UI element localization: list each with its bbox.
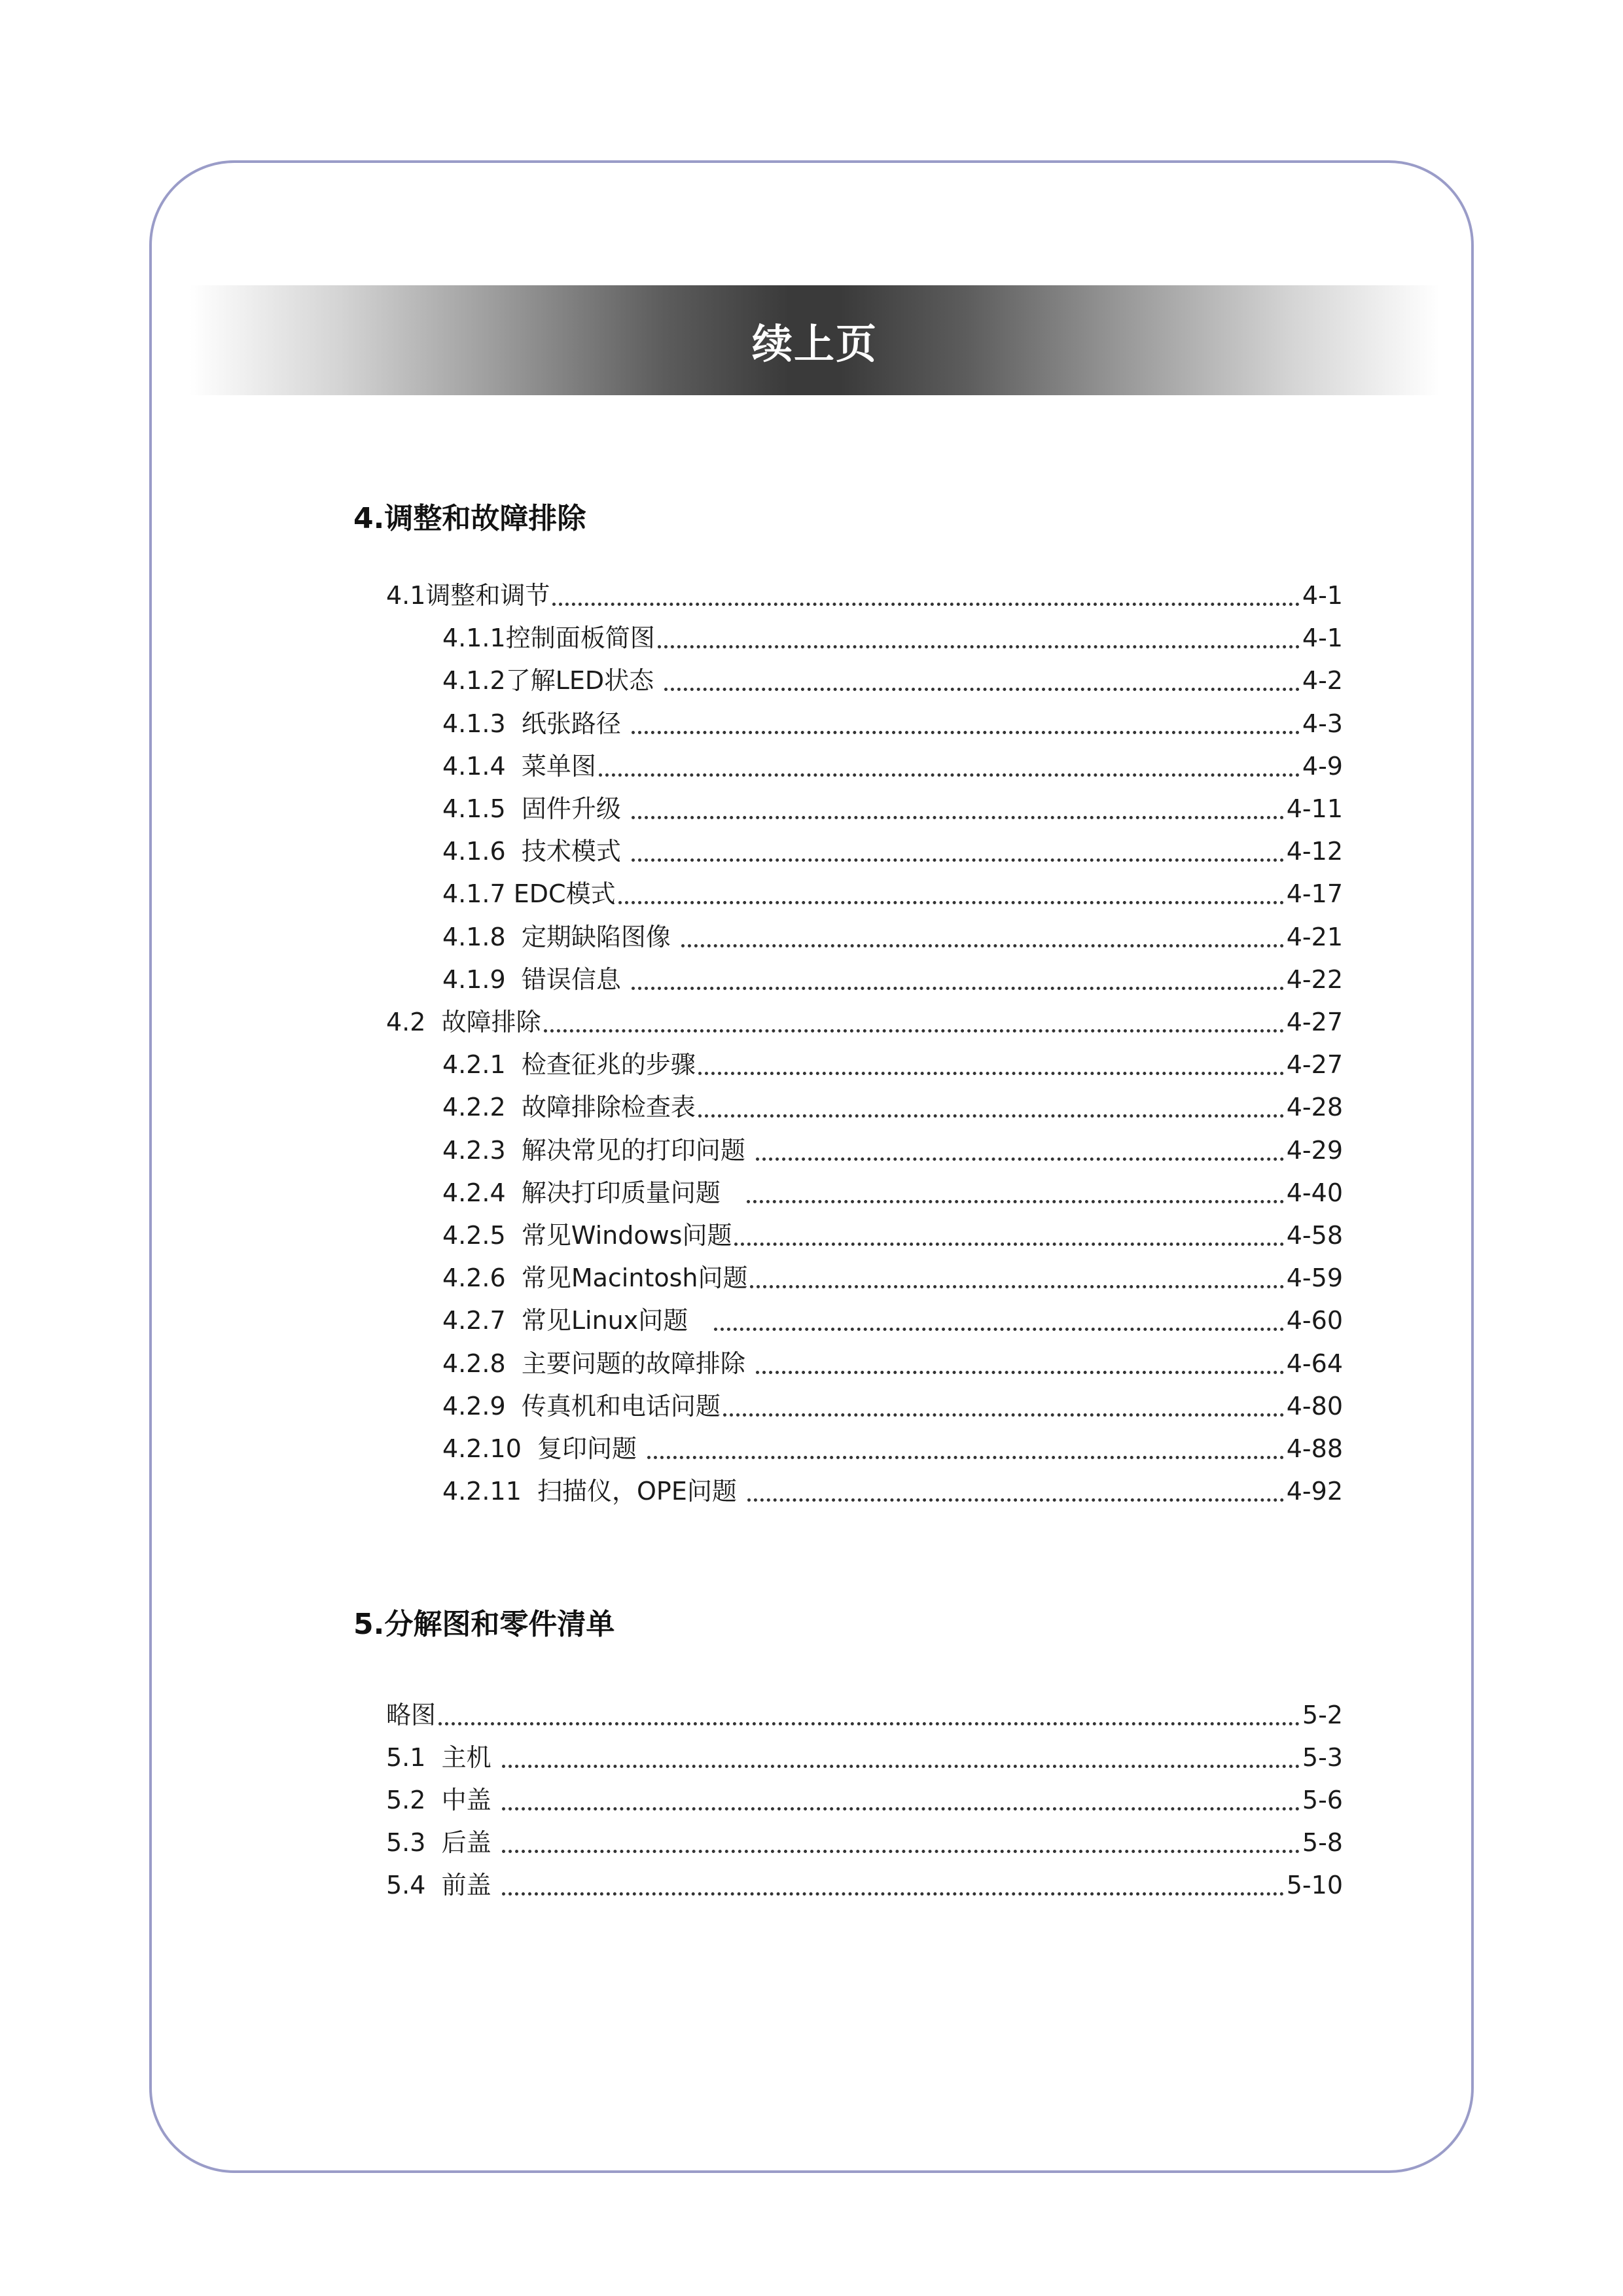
continued-banner xyxy=(190,285,1440,395)
toc-dot-leader xyxy=(552,603,1299,606)
toc-dot-leader xyxy=(734,1243,1283,1246)
toc-dot-leader xyxy=(723,1413,1284,1417)
toc-entry[interactable] xyxy=(442,1388,1343,1424)
toc-entry-label: 略图 xyxy=(386,1701,437,1729)
toc-entry-page: 4-58 xyxy=(1286,1221,1343,1250)
toc-entry[interactable] xyxy=(442,919,1343,955)
toc-entry-page: 4-40 xyxy=(1286,1178,1343,1207)
toc-dot-leader xyxy=(632,816,1284,819)
toc-entry-label: 4.1.2了解LED状态 xyxy=(442,666,662,696)
toc-entry-page: 5-2 xyxy=(1302,1701,1343,1729)
toc-entry-page: 4-27 xyxy=(1286,1008,1343,1036)
toc-entry-label: 4.1.3 纸张路径 xyxy=(442,709,629,738)
toc-entry-label: 5.4 前盖 xyxy=(386,1871,499,1899)
toc-entry[interactable] xyxy=(442,1174,1343,1211)
toc-dot-leader xyxy=(438,1722,1300,1725)
toc-dot-leader xyxy=(714,1328,1283,1331)
toc-dot-leader xyxy=(756,1157,1284,1161)
toc-dot-leader xyxy=(750,1285,1283,1288)
toc-entry[interactable] xyxy=(442,875,1343,912)
toc-entry[interactable] xyxy=(442,705,1343,742)
toc-entry-label: 4.2 故障排除 xyxy=(386,1008,541,1036)
toc-dot-leader xyxy=(502,1892,1284,1896)
toc-dot-leader xyxy=(698,1114,1284,1118)
toc-dot-leader xyxy=(599,773,1300,777)
toc-entry-label: 4.1.6 技术模式 xyxy=(442,837,629,866)
toc-entry-page: 5-3 xyxy=(1302,1743,1343,1772)
toc-dot-leader xyxy=(664,688,1300,691)
toc-entry[interactable] xyxy=(442,1217,1343,1254)
toc-entry-label: 4.1调整和调节 xyxy=(386,581,550,610)
section-heading-4: 4.调整和故障排除 xyxy=(353,502,586,535)
toc-entry-label: 5.1 主机 xyxy=(386,1743,499,1772)
toc-entry-label: 4.1.9 错误信息 xyxy=(442,964,629,994)
toc-entry-label: 5.3 后盖 xyxy=(386,1828,499,1857)
toc-dot-leader xyxy=(502,1765,1300,1768)
toc-entry[interactable] xyxy=(442,1430,1343,1467)
toc-entry[interactable] xyxy=(442,1302,1343,1339)
toc-entry[interactable] xyxy=(442,1260,1343,1296)
toc-entry[interactable] xyxy=(442,748,1343,785)
toc-entry-page: 4-80 xyxy=(1286,1391,1343,1421)
toc-entry-page: 4-88 xyxy=(1286,1434,1343,1463)
toc-entry-label: 4.2.2 故障排除检查表 xyxy=(442,1093,696,1122)
toc-entry-label: 4.2.10 复印问题 xyxy=(442,1434,645,1463)
toc-dot-leader xyxy=(747,1498,1284,1502)
toc-dot-leader xyxy=(681,944,1284,947)
toc-dot-leader xyxy=(502,1850,1300,1853)
toc-entry-label: 4.2.6 常见Macintosh问题 xyxy=(442,1263,748,1293)
toc-entry-page: 4-59 xyxy=(1286,1263,1343,1293)
toc-entry-page: 4-60 xyxy=(1286,1306,1343,1335)
toc-entry-page: 4-22 xyxy=(1286,964,1343,994)
toc-entry-page: 4-28 xyxy=(1286,1093,1343,1122)
toc-entry[interactable] xyxy=(386,577,1343,614)
toc-entry-page: 4-3 xyxy=(1302,709,1343,738)
toc-entry-label: 4.1.5 固件升级 xyxy=(442,794,629,823)
banner-title: 续上页 xyxy=(751,319,878,368)
toc-entry[interactable] xyxy=(442,1132,1343,1169)
toc-dot-leader xyxy=(618,901,1284,904)
toc-dot-leader xyxy=(632,731,1300,734)
toc-dot-leader xyxy=(747,1200,1284,1203)
toc-entry-label: 4.2.3 解决常见的打印问题 xyxy=(442,1135,753,1165)
toc-entry-page: 4-27 xyxy=(1286,1050,1343,1080)
toc-dot-leader xyxy=(502,1807,1300,1810)
toc-entry[interactable] xyxy=(386,1697,1343,1733)
toc-entry-label: 5.2 中盖 xyxy=(386,1786,499,1814)
toc-entry[interactable] xyxy=(442,833,1343,870)
toc-entry-label: 4.2.8 主要问题的故障排除 xyxy=(442,1349,753,1378)
toc-entry[interactable] xyxy=(442,1046,1343,1083)
toc-entry-page: 4-1 xyxy=(1302,624,1343,653)
toc-entry[interactable] xyxy=(386,1004,1343,1040)
toc-entry-label: 4.1.8 定期缺陷图像 xyxy=(442,922,679,951)
toc-dot-leader xyxy=(756,1371,1284,1374)
toc-entry-page: 5-10 xyxy=(1286,1871,1343,1899)
toc-entry-label: 4.1.4 菜单图 xyxy=(442,751,596,781)
toc-entry[interactable] xyxy=(386,1867,1343,1903)
toc-entry-label: 4.2.4 解决打印质量问题 xyxy=(442,1178,745,1207)
toc-entry-page: 4-29 xyxy=(1286,1135,1343,1165)
toc-entry-page: 4-12 xyxy=(1286,837,1343,866)
toc-entry[interactable] xyxy=(442,961,1343,998)
toc-entry-page: 4-92 xyxy=(1286,1477,1343,1506)
toc-entry[interactable] xyxy=(442,1345,1343,1382)
toc-entry-page: 4-11 xyxy=(1286,794,1343,823)
toc-entry-label: 4.1.7 EDC模式 xyxy=(442,879,616,909)
toc-entry-page: 5-8 xyxy=(1302,1828,1343,1857)
toc-entry[interactable] xyxy=(386,1739,1343,1776)
toc-entry-page: 4-64 xyxy=(1286,1349,1343,1378)
toc-entry-label: 4.2.7 常见Linux问题 xyxy=(442,1306,712,1335)
toc-entry-page: 4-2 xyxy=(1302,666,1343,696)
toc-entry[interactable] xyxy=(442,790,1343,827)
toc-entry[interactable] xyxy=(386,1824,1343,1861)
toc-dot-leader xyxy=(658,645,1300,648)
toc-dot-leader xyxy=(647,1456,1284,1459)
toc-entry[interactable] xyxy=(442,1089,1343,1125)
toc-entry[interactable] xyxy=(386,1782,1343,1818)
toc-entry-label: 4.2.11 扫描仪，OPE问题 xyxy=(442,1477,745,1506)
section-heading-5: 5.分解图和零件清单 xyxy=(353,1608,615,1641)
toc-entry[interactable] xyxy=(442,662,1343,699)
toc-dot-leader xyxy=(698,1072,1284,1075)
toc-entry-page: 4-17 xyxy=(1286,879,1343,909)
toc-entry-page: 5-6 xyxy=(1302,1786,1343,1814)
toc-entry[interactable] xyxy=(442,620,1343,656)
toc-entry-page: 4-21 xyxy=(1286,922,1343,951)
toc-dot-leader xyxy=(544,1029,1284,1033)
toc-entry-page: 4-9 xyxy=(1302,751,1343,781)
toc-entry-label: 4.1.1控制面板简图 xyxy=(442,624,655,653)
toc-entry-label: 4.2.1 检查征兆的步骤 xyxy=(442,1050,696,1080)
toc-entry-label: 4.2.9 传真机和电话问题 xyxy=(442,1391,721,1421)
toc-entry[interactable] xyxy=(442,1473,1343,1510)
toc-entry-page: 4-1 xyxy=(1302,581,1343,610)
toc-dot-leader xyxy=(632,987,1284,990)
toc-entry-label: 4.2.5 常见Windows问题 xyxy=(442,1221,732,1250)
toc-dot-leader xyxy=(632,858,1284,862)
